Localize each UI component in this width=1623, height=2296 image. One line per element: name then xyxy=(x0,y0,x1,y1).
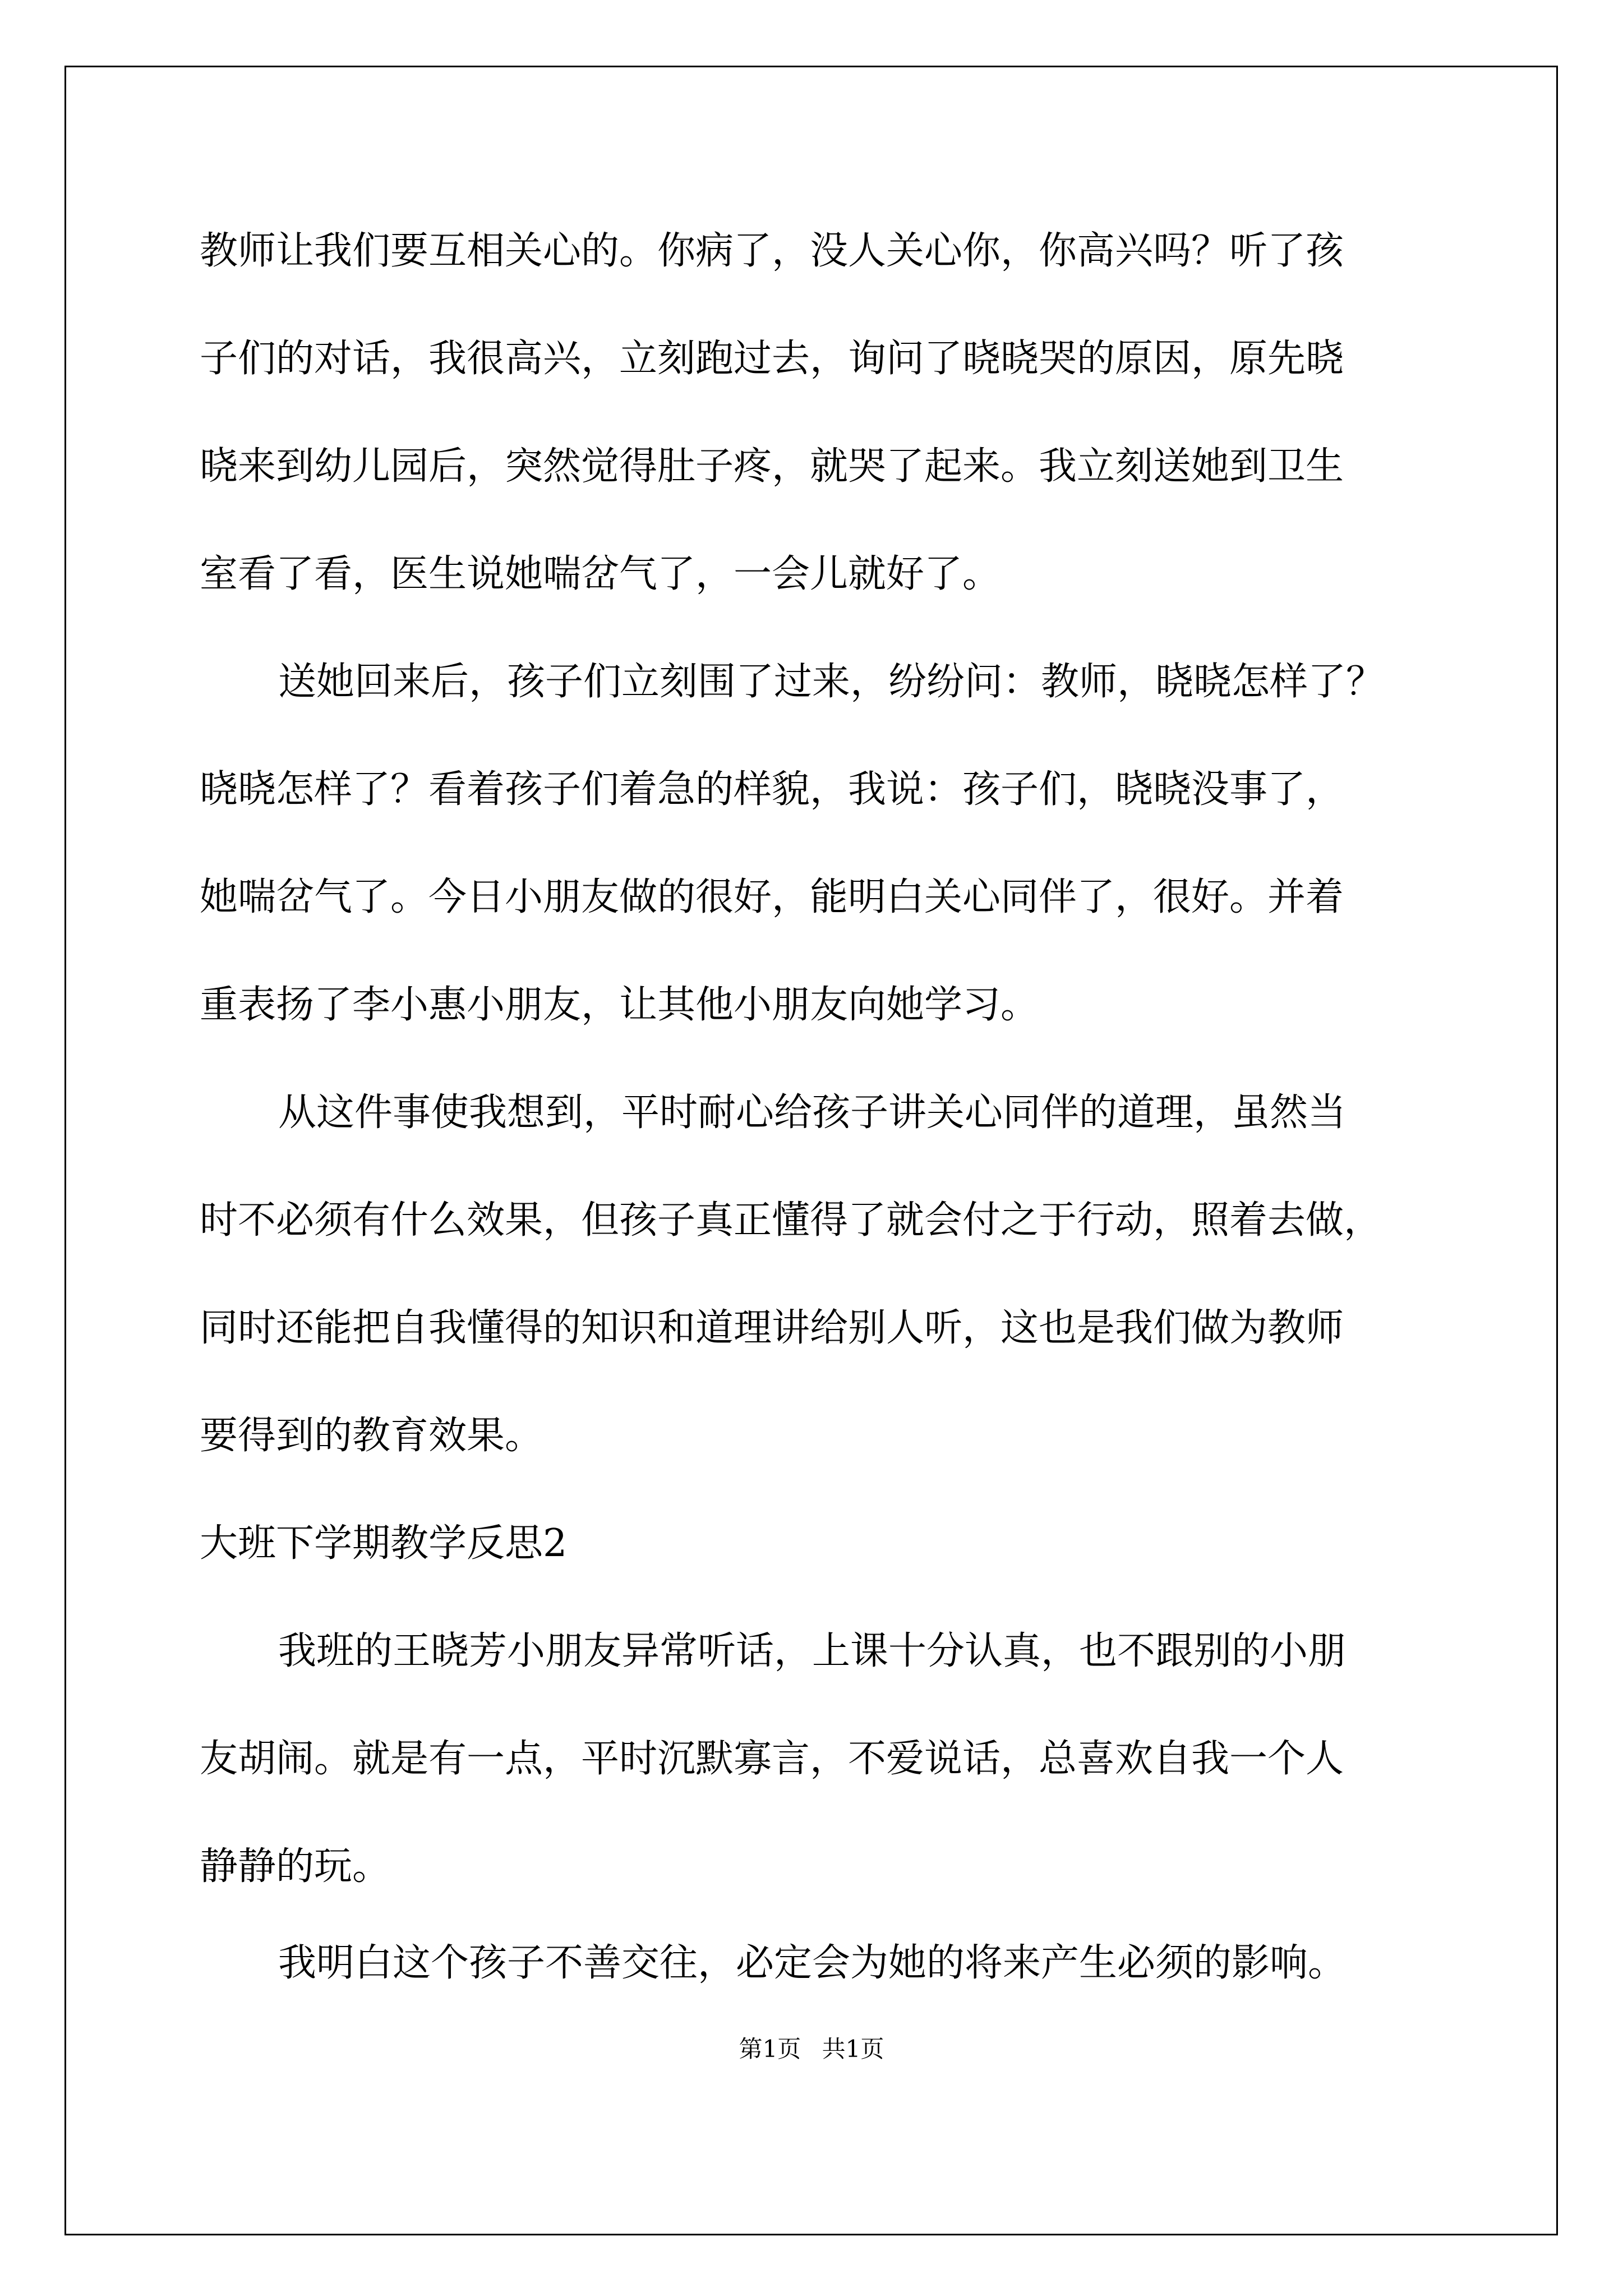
text-line: 教师让我们要互相关心的。你病了，没人关心你，你高兴吗？听了孩 xyxy=(200,229,1344,273)
text-line: 从这件事使我想到，平时耐心给孩子讲关心同伴的道理，虽然当 xyxy=(278,1091,1347,1135)
text-line: 要得到的教育效果。 xyxy=(200,1414,543,1458)
text-line: 我明白这个孩子不善交往，必定会为她的将来产生必须的影响。 xyxy=(278,1941,1347,1985)
text-line: 静静的玩。 xyxy=(200,1844,391,1889)
text-line: 她喘岔气了。今日小朋友做的很好，能明白关心同伴了，很好。并着 xyxy=(200,875,1344,919)
page-total: 共1页 xyxy=(822,2035,884,2063)
page-footer xyxy=(0,2031,1623,2064)
text-line: 重表扬了李小惠小朋友，让其他小朋友向她学习。 xyxy=(200,983,1039,1027)
text-line: 晓晓怎样了？看着孩子们着急的样貌，我说：孩子们，晓晓没事了， xyxy=(200,767,1344,812)
text-line: 室看了看，医生说她喘岔气了，一会儿就好了。 xyxy=(200,552,1001,596)
text-line: 同时还能把自我懂得的知识和道理讲给别人听，这也是我们做为教师 xyxy=(200,1306,1344,1350)
text-line: 友胡闹。就是有一点，平时沉默寡言，不爱说话，总喜欢自我一个人 xyxy=(200,1737,1344,1781)
text-line: 我班的王晓芳小朋友异常听话，上课十分认真，也不跟别的小朋 xyxy=(278,1629,1347,1673)
text-line: 送她回来后，孩子们立刻围了过来，纷纷问：教师，晓晓怎样了？ xyxy=(278,660,1385,704)
text-line: 子们的对话，我很高兴，立刻跑过去，询问了晓晓哭的原因，原先晓 xyxy=(200,337,1344,381)
text-line: 晓来到幼儿园后，突然觉得肚子疼，就哭了起来。我立刻送她到卫生 xyxy=(200,444,1344,489)
page-number: 第1页 xyxy=(739,2035,801,2063)
section-heading: 大班下学期教学反思2 xyxy=(200,1521,568,1566)
text-line: 时不必须有什么效果，但孩子真正懂得了就会付之于行动，照着去做， xyxy=(200,1198,1382,1243)
